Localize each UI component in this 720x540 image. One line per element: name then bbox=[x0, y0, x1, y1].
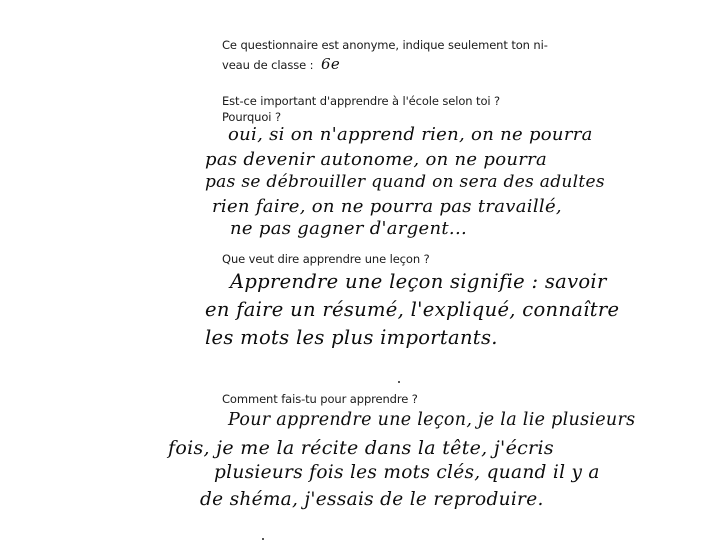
answer-1-line-2: pas devenir autonome, on ne pourra bbox=[205, 149, 548, 170]
answer-3-line-3: plusieurs fois les mots clés, quand il y a bbox=[214, 462, 600, 483]
question-2: Que veut dire apprendre une leçon ? bbox=[222, 252, 430, 266]
question-1-line-1: Est-ce important d'apprendre à l'école selon toi ? bbox=[222, 94, 501, 108]
answer-1-line-5: ne pas gagner d'argent... bbox=[230, 218, 467, 239]
question-3: Comment fais-tu pour apprendre ? bbox=[222, 392, 418, 406]
class-level-answer: 6e bbox=[321, 55, 341, 73]
answer-3-line-4: de shéma, j'essais de le reproduire. bbox=[200, 489, 544, 510]
question-1-line-2: Pourquoi ? bbox=[222, 110, 281, 124]
header-line-2 bbox=[222, 55, 340, 75]
answer-2-line-3: les mots les plus importants. bbox=[205, 326, 498, 349]
answer-1-line-4: rien faire, on ne pourra pas travaillé, bbox=[212, 196, 562, 217]
answer-1-line-3: pas se débrouiller quand on sera des adultes bbox=[205, 172, 605, 192]
answer-2-line-1: Apprendre une leçon signifie : savoir bbox=[230, 270, 607, 293]
scan-speck bbox=[398, 381, 400, 383]
header-line-1: Ce questionnaire est anonyme, indique seulement ton ni- bbox=[222, 38, 548, 52]
answer-3-line-2: fois, je me la récite dans la tête, j'écris bbox=[168, 437, 554, 459]
answer-1-line-1: oui, si on n'apprend rien, on ne pourra bbox=[228, 124, 593, 145]
answer-2-line-2: en faire un résumé, l'expliqué, connaître bbox=[205, 298, 620, 321]
answer-3-line-1: Pour apprendre une leçon, je la lie plusieurs bbox=[228, 410, 636, 430]
header-line-2-text: veau de classe : bbox=[222, 58, 314, 72]
